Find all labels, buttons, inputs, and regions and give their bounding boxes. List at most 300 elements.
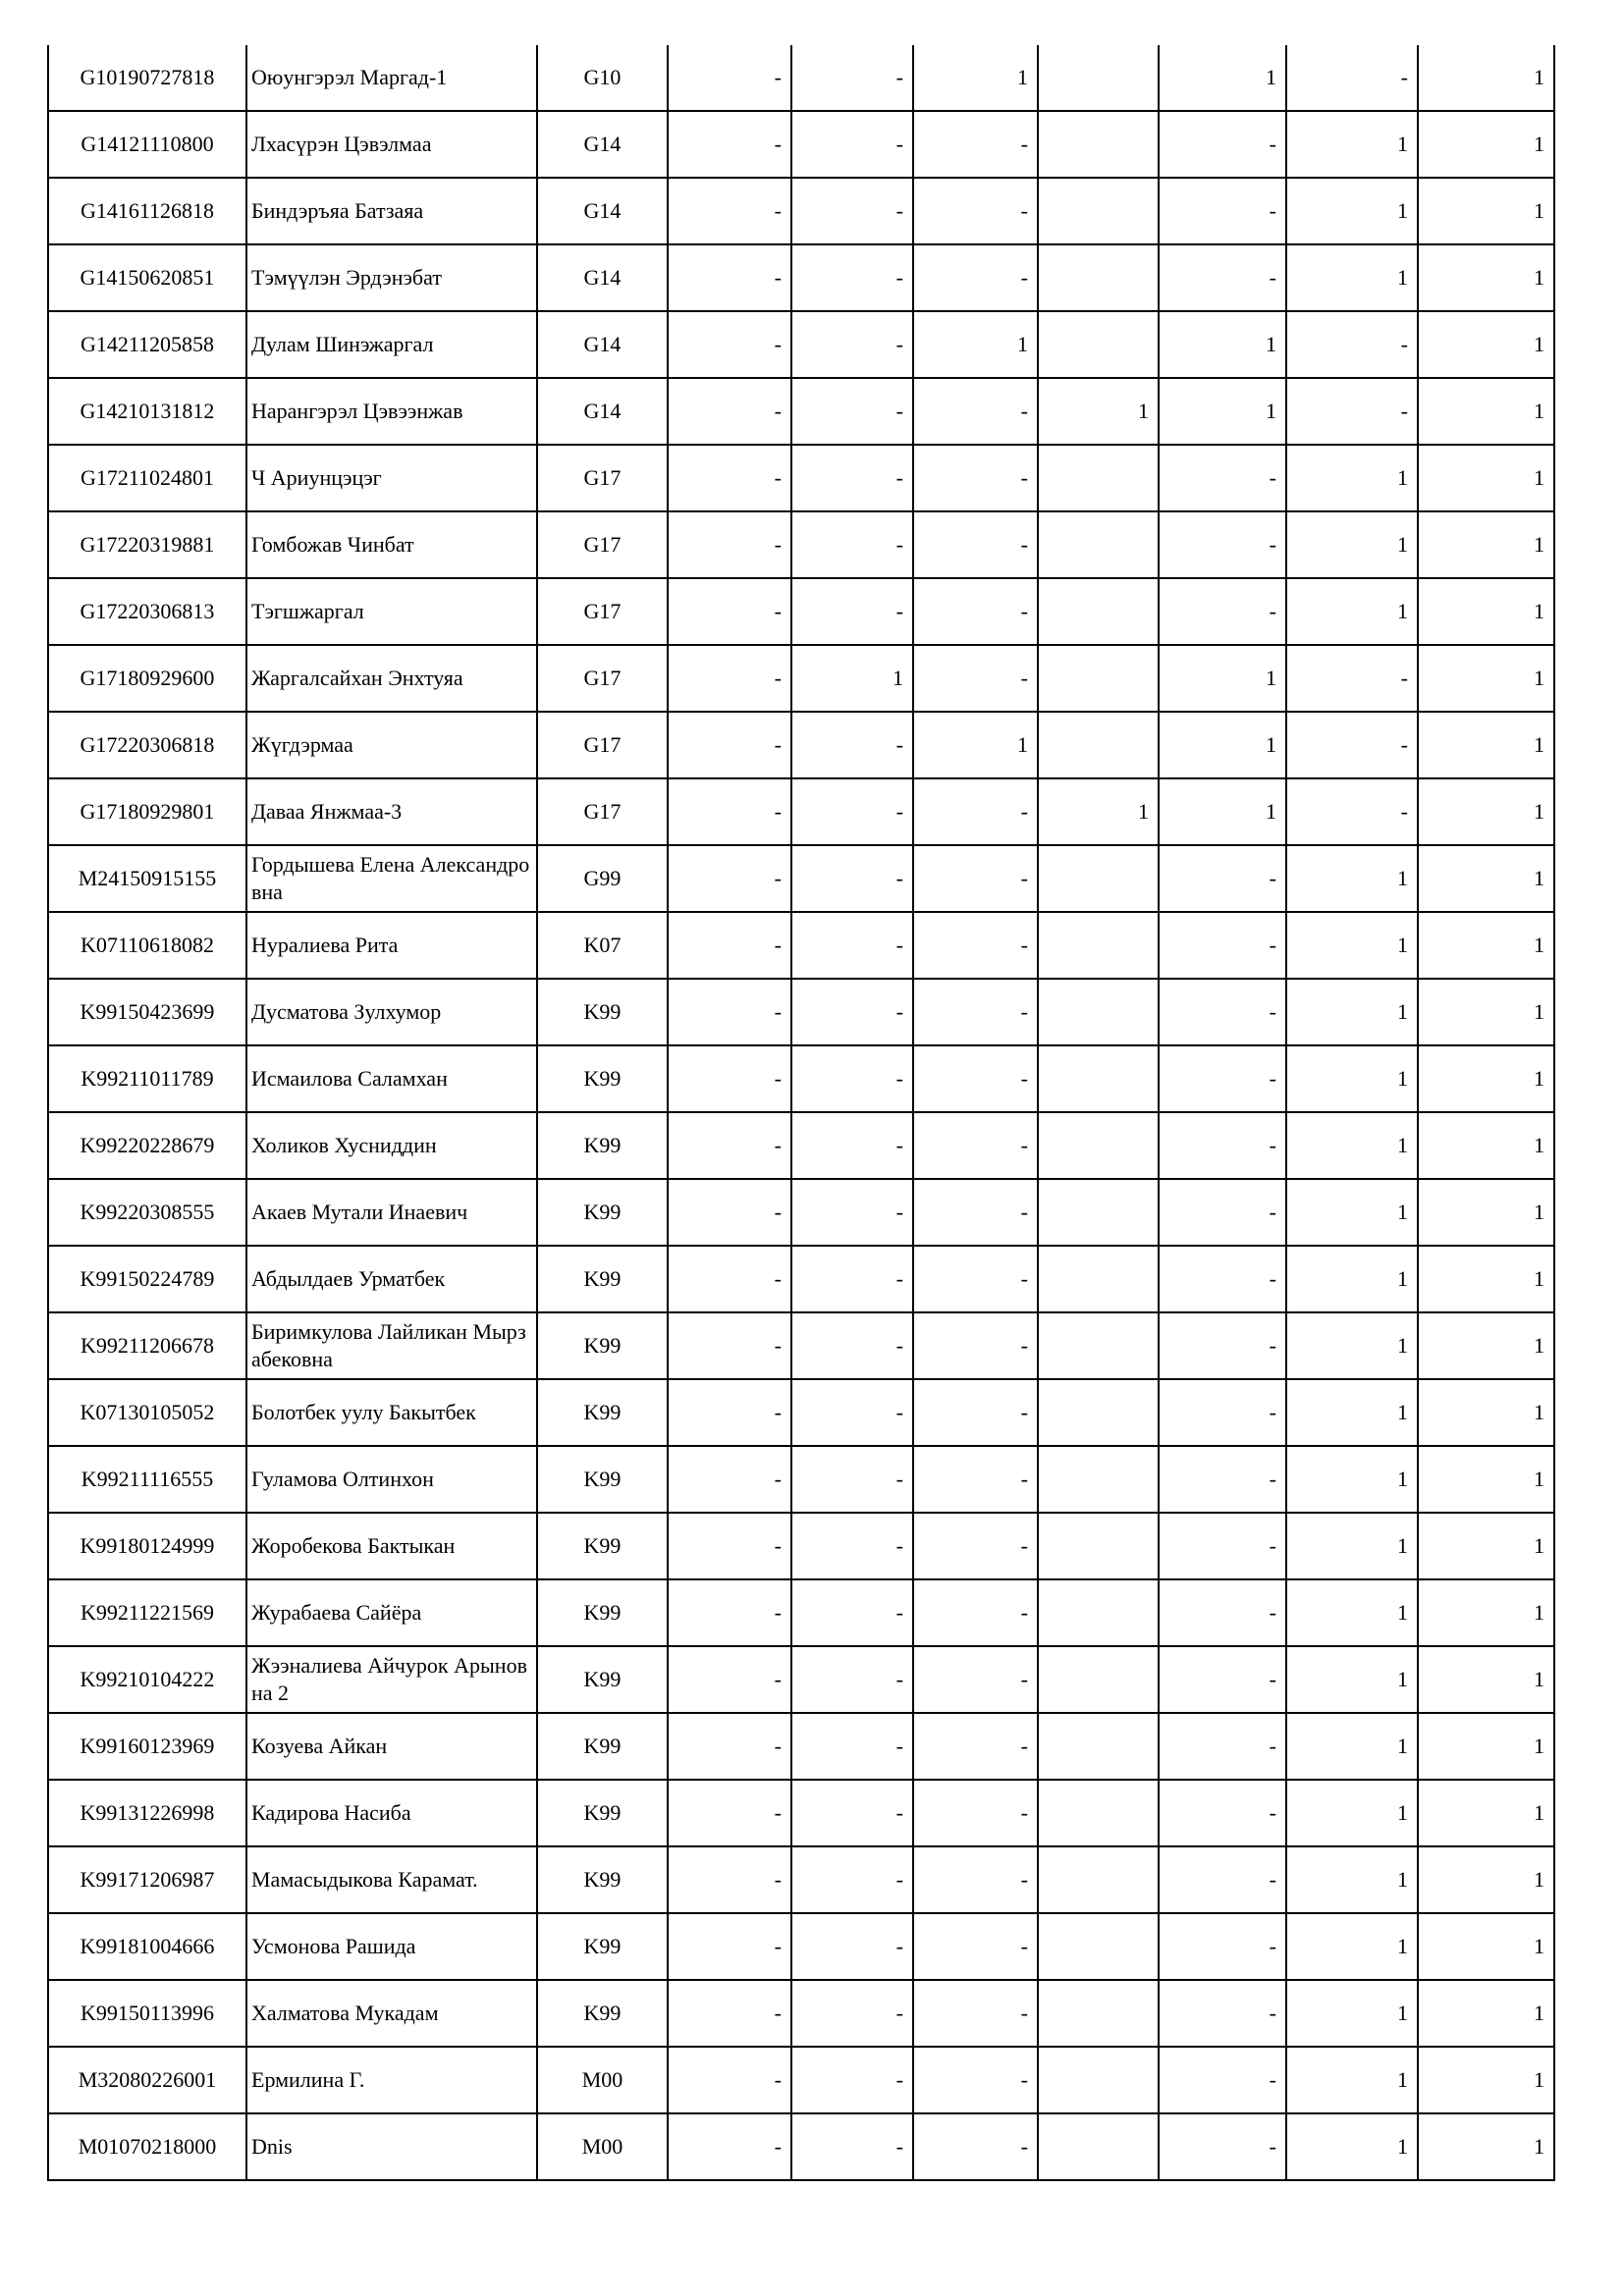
value-cell-2: - xyxy=(791,111,913,178)
group-code-cell: K99 xyxy=(537,1846,668,1913)
value-cell-3: - xyxy=(913,1246,1038,1312)
row-id-cell: K99220308555 xyxy=(48,1179,246,1246)
value-cell-1: - xyxy=(668,1846,791,1913)
value-cell-1: - xyxy=(668,1379,791,1446)
total-cell: 1 xyxy=(1418,1780,1554,1846)
name-cell: Ч Ариунцэцэг xyxy=(246,445,537,511)
row-id-cell: K99160123969 xyxy=(48,1713,246,1780)
row-id-cell: K99211011789 xyxy=(48,1045,246,1112)
value-cell-1: - xyxy=(668,1246,791,1312)
total-cell: 1 xyxy=(1418,1246,1554,1312)
value-cell-4 xyxy=(1038,1579,1159,1646)
group-code-cell: G14 xyxy=(537,244,668,311)
row-id-cell: M24150915155 xyxy=(48,845,246,912)
value-cell-1: - xyxy=(668,45,791,111)
group-code-cell: K99 xyxy=(537,1112,668,1179)
table-row xyxy=(48,578,1554,645)
row-id-cell: K99171206987 xyxy=(48,1846,246,1913)
value-cell-6: - xyxy=(1286,778,1418,845)
value-cell-2: - xyxy=(791,912,913,979)
total-cell: 1 xyxy=(1418,244,1554,311)
data-table xyxy=(47,45,1555,2181)
total-cell: 1 xyxy=(1418,2113,1554,2180)
table-row xyxy=(48,1646,1554,1713)
table-row xyxy=(48,778,1554,845)
table-row xyxy=(48,1846,1554,1913)
total-cell: 1 xyxy=(1418,445,1554,511)
value-cell-3: - xyxy=(913,845,1038,912)
table-row xyxy=(48,378,1554,445)
name-cell: Холиков Хусниддин xyxy=(246,1112,537,1179)
value-cell-5: - xyxy=(1159,1246,1286,1312)
value-cell-1: - xyxy=(668,1513,791,1579)
name-cell: Козуева Айкан xyxy=(246,1713,537,1780)
value-cell-3: - xyxy=(913,244,1038,311)
row-id-cell: K99150224789 xyxy=(48,1246,246,1312)
value-cell-2: - xyxy=(791,445,913,511)
total-cell: 1 xyxy=(1418,111,1554,178)
value-cell-3: - xyxy=(913,178,1038,244)
value-cell-1: - xyxy=(668,845,791,912)
value-cell-2: - xyxy=(791,712,913,778)
row-id-cell: K07130105052 xyxy=(48,1379,246,1446)
value-cell-2: - xyxy=(791,1379,913,1446)
row-id-cell: K07110618082 xyxy=(48,912,246,979)
total-cell: 1 xyxy=(1418,979,1554,1045)
table-row xyxy=(48,178,1554,244)
value-cell-5: - xyxy=(1159,1112,1286,1179)
value-cell-5: - xyxy=(1159,1179,1286,1246)
row-id-cell: G14211205858 xyxy=(48,311,246,378)
value-cell-5: - xyxy=(1159,2113,1286,2180)
value-cell-3: - xyxy=(913,445,1038,511)
total-cell: 1 xyxy=(1418,1045,1554,1112)
total-cell: 1 xyxy=(1418,1713,1554,1780)
group-code-cell: K99 xyxy=(537,1446,668,1513)
row-id-cell: G14210131812 xyxy=(48,378,246,445)
total-cell: 1 xyxy=(1418,845,1554,912)
row-id-cell: K99220228679 xyxy=(48,1112,246,1179)
value-cell-1: - xyxy=(668,178,791,244)
table-row xyxy=(48,511,1554,578)
value-cell-6: 1 xyxy=(1286,1579,1418,1646)
value-cell-6: 1 xyxy=(1286,111,1418,178)
group-code-cell: K99 xyxy=(537,1980,668,2047)
group-code-cell: G14 xyxy=(537,111,668,178)
group-code-cell: K07 xyxy=(537,912,668,979)
value-cell-6: 1 xyxy=(1286,1112,1418,1179)
value-cell-3: - xyxy=(913,578,1038,645)
value-cell-3: - xyxy=(913,1980,1038,2047)
group-code-cell: M00 xyxy=(537,2113,668,2180)
total-cell: 1 xyxy=(1418,311,1554,378)
name-cell: Гомбожав Чинбат xyxy=(246,511,537,578)
value-cell-6: 1 xyxy=(1286,912,1418,979)
value-cell-2: - xyxy=(791,845,913,912)
value-cell-2: - xyxy=(791,1045,913,1112)
value-cell-3: - xyxy=(913,2047,1038,2113)
value-cell-4 xyxy=(1038,1045,1159,1112)
value-cell-6: - xyxy=(1286,311,1418,378)
row-id-cell: K99150113996 xyxy=(48,1980,246,2047)
value-cell-6: 1 xyxy=(1286,1646,1418,1713)
value-cell-5: - xyxy=(1159,1312,1286,1379)
value-cell-1: - xyxy=(668,2113,791,2180)
value-cell-6: 1 xyxy=(1286,2113,1418,2180)
value-cell-2: - xyxy=(791,1980,913,2047)
total-cell: 1 xyxy=(1418,778,1554,845)
value-cell-2: - xyxy=(791,778,913,845)
name-cell: Биримкулова Лайликан Мырзабековна xyxy=(246,1312,537,1379)
value-cell-5: - xyxy=(1159,2047,1286,2113)
value-cell-5: - xyxy=(1159,178,1286,244)
name-cell: Жаргалсайхан Энхтуяа xyxy=(246,645,537,712)
value-cell-6: 1 xyxy=(1286,1980,1418,2047)
total-cell: 1 xyxy=(1418,178,1554,244)
value-cell-3: 1 xyxy=(913,712,1038,778)
value-cell-5: - xyxy=(1159,1780,1286,1846)
value-cell-4 xyxy=(1038,178,1159,244)
name-cell: Гуламова Олтинхон xyxy=(246,1446,537,1513)
group-code-cell: G99 xyxy=(537,845,668,912)
row-id-cell: M32080226001 xyxy=(48,2047,246,2113)
group-code-cell: G10 xyxy=(537,45,668,111)
value-cell-4 xyxy=(1038,445,1159,511)
group-code-cell: K99 xyxy=(537,1713,668,1780)
total-cell: 1 xyxy=(1418,1312,1554,1379)
value-cell-5: - xyxy=(1159,1980,1286,2047)
group-code-cell: G17 xyxy=(537,645,668,712)
value-cell-1: - xyxy=(668,1312,791,1379)
value-cell-2: - xyxy=(791,1579,913,1646)
group-code-cell: G14 xyxy=(537,378,668,445)
value-cell-2: - xyxy=(791,578,913,645)
value-cell-4 xyxy=(1038,1980,1159,2047)
value-cell-3: - xyxy=(913,1913,1038,1980)
group-code-cell: G17 xyxy=(537,712,668,778)
value-cell-1: - xyxy=(668,645,791,712)
group-code-cell: G17 xyxy=(537,511,668,578)
value-cell-6: 1 xyxy=(1286,1846,1418,1913)
value-cell-1: - xyxy=(668,578,791,645)
value-cell-1: - xyxy=(668,511,791,578)
group-code-cell: G14 xyxy=(537,178,668,244)
value-cell-1: - xyxy=(668,1980,791,2047)
value-cell-1: - xyxy=(668,445,791,511)
value-cell-1: - xyxy=(668,778,791,845)
table-row xyxy=(48,1112,1554,1179)
value-cell-4 xyxy=(1038,912,1159,979)
row-id-cell: K99211116555 xyxy=(48,1446,246,1513)
group-code-cell: K99 xyxy=(537,979,668,1045)
table-row xyxy=(48,1045,1554,1112)
value-cell-6: 1 xyxy=(1286,1379,1418,1446)
table-row xyxy=(48,1446,1554,1513)
value-cell-5: - xyxy=(1159,1846,1286,1913)
value-cell-6: - xyxy=(1286,645,1418,712)
value-cell-4 xyxy=(1038,1246,1159,1312)
table-row xyxy=(48,912,1554,979)
name-cell: Болотбек уулу Бакытбек xyxy=(246,1379,537,1446)
value-cell-5: - xyxy=(1159,244,1286,311)
value-cell-4 xyxy=(1038,1312,1159,1379)
total-cell: 1 xyxy=(1418,45,1554,111)
value-cell-2: - xyxy=(791,1913,913,1980)
group-code-cell: K99 xyxy=(537,1312,668,1379)
table-row xyxy=(48,712,1554,778)
value-cell-5: - xyxy=(1159,912,1286,979)
group-code-cell: K99 xyxy=(537,1179,668,1246)
name-cell: Акаев Мутали Инаевич xyxy=(246,1179,537,1246)
value-cell-4 xyxy=(1038,645,1159,712)
value-cell-3: - xyxy=(913,1379,1038,1446)
value-cell-4 xyxy=(1038,111,1159,178)
value-cell-2: - xyxy=(791,311,913,378)
value-cell-6: - xyxy=(1286,712,1418,778)
value-cell-5: 1 xyxy=(1159,45,1286,111)
group-code-cell: K99 xyxy=(537,1646,668,1713)
name-cell: Кадирова Насиба xyxy=(246,1780,537,1846)
name-cell: Усмонова Рашида xyxy=(246,1913,537,1980)
row-id-cell: G17180929801 xyxy=(48,778,246,845)
value-cell-5: - xyxy=(1159,111,1286,178)
value-cell-6: 1 xyxy=(1286,1045,1418,1112)
row-id-cell: G14121110800 xyxy=(48,111,246,178)
value-cell-2: 1 xyxy=(791,645,913,712)
name-cell: Нуралиева Рита xyxy=(246,912,537,979)
group-code-cell: M00 xyxy=(537,2047,668,2113)
value-cell-2: - xyxy=(791,45,913,111)
value-cell-1: - xyxy=(668,1179,791,1246)
table-row xyxy=(48,1246,1554,1312)
name-cell: Нарангэрэл Цэвээнжав xyxy=(246,378,537,445)
row-id-cell: G17180929600 xyxy=(48,645,246,712)
value-cell-6: - xyxy=(1286,45,1418,111)
value-cell-2: - xyxy=(791,511,913,578)
row-id-cell: G17220319881 xyxy=(48,511,246,578)
value-cell-5: - xyxy=(1159,511,1286,578)
value-cell-5: - xyxy=(1159,1513,1286,1579)
row-id-cell: G17220306818 xyxy=(48,712,246,778)
value-cell-4 xyxy=(1038,244,1159,311)
table-row xyxy=(48,1780,1554,1846)
total-cell: 1 xyxy=(1418,1513,1554,1579)
group-code-cell: G14 xyxy=(537,311,668,378)
total-cell: 1 xyxy=(1418,1179,1554,1246)
total-cell: 1 xyxy=(1418,1913,1554,1980)
row-id-cell: G10190727818 xyxy=(48,45,246,111)
name-cell: Тэмүүлэн Эрдэнэбат xyxy=(246,244,537,311)
value-cell-5: 1 xyxy=(1159,645,1286,712)
value-cell-1: - xyxy=(668,1646,791,1713)
value-cell-6: 1 xyxy=(1286,1780,1418,1846)
value-cell-1: - xyxy=(668,912,791,979)
value-cell-3: - xyxy=(913,1045,1038,1112)
name-cell: Абдылдаев Урматбек xyxy=(246,1246,537,1312)
value-cell-5: - xyxy=(1159,1713,1286,1780)
total-cell: 1 xyxy=(1418,1379,1554,1446)
value-cell-3: - xyxy=(913,1846,1038,1913)
table-row xyxy=(48,1913,1554,1980)
group-code-cell: K99 xyxy=(537,1579,668,1646)
value-cell-4 xyxy=(1038,712,1159,778)
value-cell-1: - xyxy=(668,1112,791,1179)
value-cell-2: - xyxy=(791,1112,913,1179)
value-cell-6: 1 xyxy=(1286,1246,1418,1312)
value-cell-4: 1 xyxy=(1038,378,1159,445)
name-cell: Дулам Шинэжаргал xyxy=(246,311,537,378)
table-row xyxy=(48,111,1554,178)
table-body xyxy=(48,45,1554,2180)
value-cell-4: 1 xyxy=(1038,778,1159,845)
table-row xyxy=(48,1980,1554,2047)
value-cell-6: 1 xyxy=(1286,244,1418,311)
value-cell-4 xyxy=(1038,578,1159,645)
value-cell-3: 1 xyxy=(913,311,1038,378)
value-cell-3: - xyxy=(913,378,1038,445)
group-code-cell: G17 xyxy=(537,778,668,845)
group-code-cell: G17 xyxy=(537,578,668,645)
value-cell-4 xyxy=(1038,1112,1159,1179)
name-cell: Оюунгэрэл Маргад-1 xyxy=(246,45,537,111)
total-cell: 1 xyxy=(1418,378,1554,445)
value-cell-3: 1 xyxy=(913,45,1038,111)
row-id-cell: K99131226998 xyxy=(48,1780,246,1846)
name-cell: Исмаилова Саламхан xyxy=(246,1045,537,1112)
value-cell-4 xyxy=(1038,979,1159,1045)
value-cell-6: 1 xyxy=(1286,445,1418,511)
total-cell: 1 xyxy=(1418,1446,1554,1513)
value-cell-5: - xyxy=(1159,979,1286,1045)
name-cell: Ермилина Г. xyxy=(246,2047,537,2113)
name-cell: Жүгдэрмаа xyxy=(246,712,537,778)
value-cell-3: - xyxy=(913,2113,1038,2180)
value-cell-5: - xyxy=(1159,1379,1286,1446)
table-row xyxy=(48,445,1554,511)
value-cell-1: - xyxy=(668,244,791,311)
value-cell-6: 1 xyxy=(1286,578,1418,645)
value-cell-1: - xyxy=(668,2047,791,2113)
group-code-cell: K99 xyxy=(537,1246,668,1312)
value-cell-1: - xyxy=(668,979,791,1045)
name-cell: Биндэръяа Батзаяа xyxy=(246,178,537,244)
value-cell-3: - xyxy=(913,111,1038,178)
total-cell: 1 xyxy=(1418,2047,1554,2113)
value-cell-1: - xyxy=(668,378,791,445)
value-cell-2: - xyxy=(791,1179,913,1246)
value-cell-5: - xyxy=(1159,1446,1286,1513)
value-cell-5: - xyxy=(1159,845,1286,912)
total-cell: 1 xyxy=(1418,1980,1554,2047)
row-id-cell: K99181004666 xyxy=(48,1913,246,1980)
value-cell-5: 1 xyxy=(1159,712,1286,778)
value-cell-2: - xyxy=(791,1312,913,1379)
value-cell-3: - xyxy=(913,1646,1038,1713)
group-code-cell: K99 xyxy=(537,1913,668,1980)
total-cell: 1 xyxy=(1418,645,1554,712)
table-row xyxy=(48,1713,1554,1780)
value-cell-2: - xyxy=(791,378,913,445)
value-cell-6: 1 xyxy=(1286,1713,1418,1780)
row-id-cell: G14150620851 xyxy=(48,244,246,311)
value-cell-5: 1 xyxy=(1159,778,1286,845)
value-cell-5: - xyxy=(1159,445,1286,511)
value-cell-2: - xyxy=(791,1846,913,1913)
value-cell-3: - xyxy=(913,645,1038,712)
row-id-cell: G14161126818 xyxy=(48,178,246,244)
value-cell-6: 1 xyxy=(1286,1179,1418,1246)
value-cell-4 xyxy=(1038,311,1159,378)
value-cell-3: - xyxy=(913,778,1038,845)
value-cell-3: - xyxy=(913,912,1038,979)
value-cell-1: - xyxy=(668,1780,791,1846)
value-cell-2: - xyxy=(791,979,913,1045)
value-cell-4 xyxy=(1038,1513,1159,1579)
value-cell-4 xyxy=(1038,2047,1159,2113)
value-cell-5: - xyxy=(1159,578,1286,645)
name-cell: Даваа Янжмаа-3 xyxy=(246,778,537,845)
value-cell-4 xyxy=(1038,1446,1159,1513)
value-cell-4 xyxy=(1038,1713,1159,1780)
total-cell: 1 xyxy=(1418,1112,1554,1179)
value-cell-1: - xyxy=(668,1446,791,1513)
name-cell: Тэгшжаргал xyxy=(246,578,537,645)
value-cell-6: 1 xyxy=(1286,1513,1418,1579)
value-cell-4 xyxy=(1038,45,1159,111)
table-row xyxy=(48,645,1554,712)
table-row xyxy=(48,1579,1554,1646)
value-cell-6: 1 xyxy=(1286,1446,1418,1513)
value-cell-4 xyxy=(1038,1646,1159,1713)
value-cell-4 xyxy=(1038,1179,1159,1246)
value-cell-4 xyxy=(1038,1379,1159,1446)
total-cell: 1 xyxy=(1418,712,1554,778)
value-cell-2: - xyxy=(791,2113,913,2180)
row-id-cell: K99150423699 xyxy=(48,979,246,1045)
total-cell: 1 xyxy=(1418,912,1554,979)
table-row xyxy=(48,1312,1554,1379)
name-cell: Халматова Мукадам xyxy=(246,1980,537,2047)
value-cell-4 xyxy=(1038,1846,1159,1913)
value-cell-1: - xyxy=(668,311,791,378)
total-cell: 1 xyxy=(1418,578,1554,645)
name-cell: Лхасүрэн Цэвэлмаа xyxy=(246,111,537,178)
table-row xyxy=(48,311,1554,378)
group-code-cell: K99 xyxy=(537,1045,668,1112)
value-cell-6: 1 xyxy=(1286,511,1418,578)
value-cell-2: - xyxy=(791,1513,913,1579)
table-row xyxy=(48,979,1554,1045)
value-cell-2: - xyxy=(791,2047,913,2113)
row-id-cell: G17220306813 xyxy=(48,578,246,645)
row-id-cell: K99211206678 xyxy=(48,1312,246,1379)
value-cell-4 xyxy=(1038,2113,1159,2180)
row-id-cell: K99210104222 xyxy=(48,1646,246,1713)
name-cell: Жоробекова Бактыкан xyxy=(246,1513,537,1579)
value-cell-4 xyxy=(1038,1913,1159,1980)
table-row xyxy=(48,845,1554,912)
name-cell: Дусматова Зулхумор xyxy=(246,979,537,1045)
row-id-cell: K99180124999 xyxy=(48,1513,246,1579)
value-cell-3: - xyxy=(913,1579,1038,1646)
value-cell-3: - xyxy=(913,1312,1038,1379)
value-cell-6: 1 xyxy=(1286,979,1418,1045)
row-id-cell: G17211024801 xyxy=(48,445,246,511)
value-cell-1: - xyxy=(668,1045,791,1112)
value-cell-1: - xyxy=(668,1579,791,1646)
value-cell-3: - xyxy=(913,1446,1038,1513)
table-row xyxy=(48,244,1554,311)
